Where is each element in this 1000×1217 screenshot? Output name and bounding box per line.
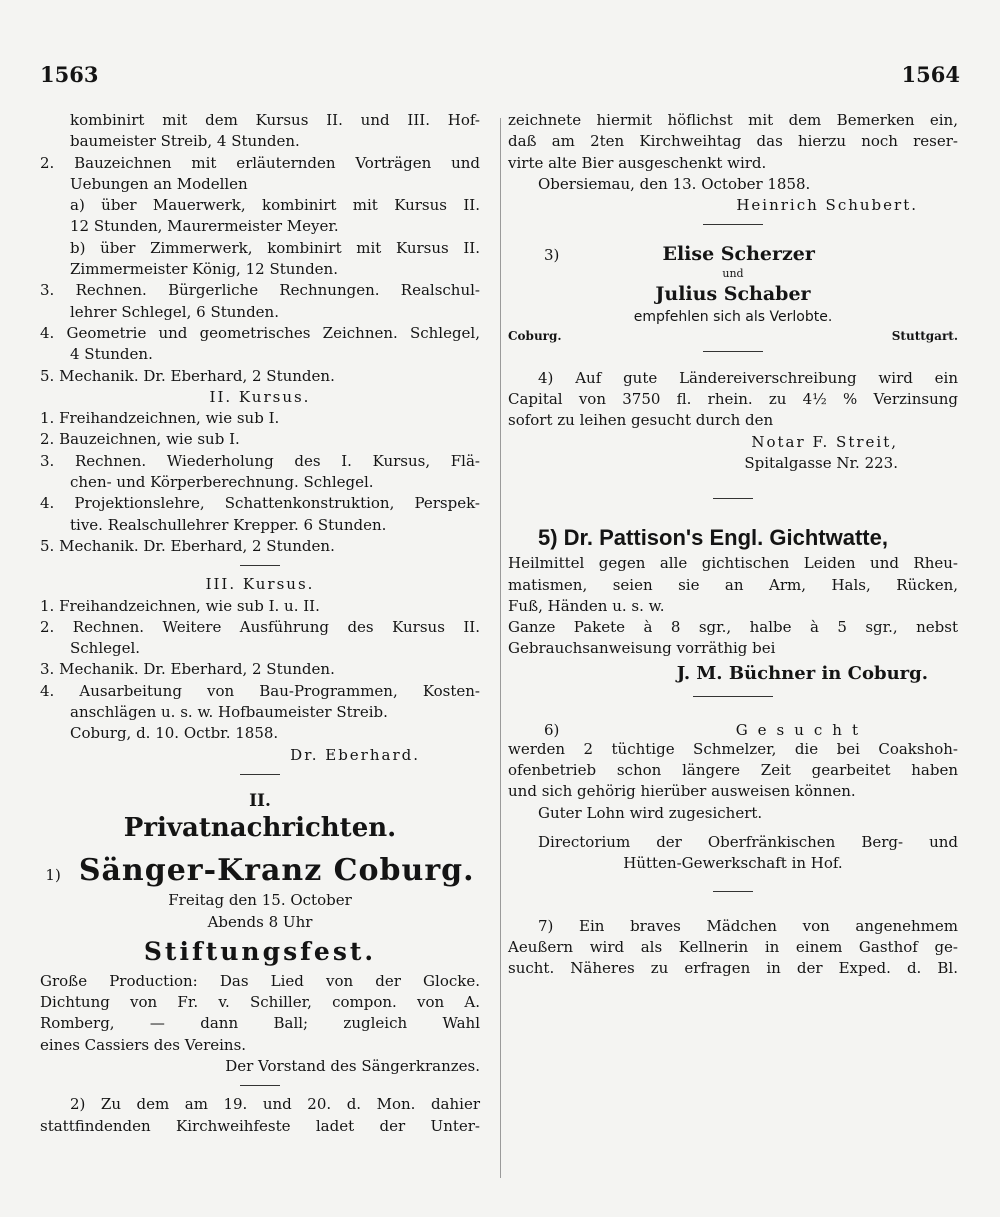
separator-rule: [693, 696, 773, 697]
page-number-right: 1564: [901, 62, 960, 87]
ad6-header: [508, 721, 958, 739]
right-column: [508, 110, 958, 979]
ad6-heading: Gesucht: [735, 720, 868, 739]
ad-number: 1): [45, 866, 61, 885]
ad4-line: 4) Auf gute Ländereiverschreibung wird ein: [538, 368, 958, 387]
ad3-name: Elise Scherzer: [662, 243, 815, 266]
course-line: Zimmermeister König, 12 Stunden.: [70, 260, 338, 279]
section-title: Privatnachrichten.: [123, 813, 397, 844]
course-line: 4 Stunden.: [70, 345, 153, 364]
ad3-place: Stuttgart.: [891, 328, 958, 343]
course-line: 3. Mechanik. Dr. Eberhard, 2 Stunden.: [40, 660, 335, 679]
ad5-line: Fuß, Händen u. s. w.: [508, 596, 665, 615]
course-line: 4. Geometrie und geometrisches Zeichnen. Schlegel,: [40, 323, 480, 342]
course-line: 2. Rechnen. Weitere Ausführung des Kursus II.: [40, 617, 480, 636]
ad3-name: Julius Schaber: [655, 283, 811, 306]
course-heading: II. Kursus.: [209, 387, 311, 406]
ad1-signature: Der Vorstand des Sängerkranzes.: [225, 1056, 480, 1075]
section-number: II.: [249, 790, 271, 811]
separator-rule: [240, 1085, 280, 1086]
separator-rule: [703, 224, 763, 225]
course-line: 5. Mechanik. Dr. Eberhard, 2 Stunden.: [40, 536, 335, 555]
course-line: b) über Zimmerwerk, kombinirt mit Kursus II.: [70, 238, 480, 257]
course-line: anschlägen u. s. w. Hofbaumeister Streib.: [70, 703, 388, 722]
ad5-line: Gebrauchsanweisung vorräthig bei: [508, 639, 776, 658]
course-line: 3. Rechnen. Bürgerliche Rechnungen. Realschul-: [40, 281, 480, 300]
ad5-dealer: J. M. Büchner in Coburg.: [676, 662, 928, 684]
course-line: Schlegel.: [70, 639, 141, 658]
ad5-line: Heilmittel gegen alle gichtischen Leiden und Rheu-: [508, 554, 958, 573]
separator-rule: [240, 565, 280, 566]
ad2-date: Obersiemau, den 13. October 1858.: [538, 174, 811, 193]
ad7-line: sucht. Näheres zu erfragen in der Exped. d. Bl.: [508, 959, 958, 978]
ad6-signature: Hütten-Gewerkschaft in Hof.: [623, 854, 843, 873]
ad-number: 3): [544, 246, 560, 265]
ad5-line: matismen, seien sie an Arm, Hals, Rücken,: [508, 575, 958, 594]
ad3-text: empfehlen sich als Verlobte.: [633, 309, 833, 326]
ad2-line: 2) Zu dem am 19. und 20. d. Mon. dahier: [70, 1095, 480, 1114]
course-line: 12 Stunden, Maurermeister Meyer.: [70, 217, 339, 236]
course-line: 1. Freihandzeichnen, wie sub I. u. II.: [40, 596, 320, 615]
course-line: 1. Freihandzeichnen, wie sub I.: [40, 409, 280, 428]
separator-rule: [713, 891, 753, 892]
ad1-line: Dichtung von Fr. v. Schiller, compon. von A.: [40, 993, 480, 1012]
course-line: a) über Mauerwerk, kombinirt mit Kursus II.: [70, 196, 480, 215]
ad2-line: zeichnete hiermit höflichst mit dem Bemerken ein,: [508, 111, 958, 129]
ad1-line: eines Cassiers des Vereins.: [40, 1035, 247, 1054]
ad4-address: Spitalgasse Nr. 223.: [744, 453, 898, 472]
ad1-title: Sänger-Kranz Coburg.: [78, 853, 475, 889]
ad1-line: Romberg, — dann Ball; zugleich Wahl: [40, 1014, 480, 1033]
ad4-line: Capital von 3750 fl. rhein. zu 4½ % Verzinsung: [508, 390, 958, 409]
separator-rule: [240, 774, 280, 775]
ad2-line: daß am 2ten Kirchweihtag das hierzu noch reser-: [508, 132, 958, 151]
ad6-line: ofenbetrieb schon längere Zeit gearbeitet haben: [508, 761, 958, 780]
separator-rule: [713, 498, 753, 499]
ad1-time: Abends 8 Uhr: [207, 912, 313, 931]
ad7-line: Aeußern wird als Kellnerin in einem Gasthof ge-: [508, 937, 958, 956]
course-line: 5. Mechanik. Dr. Eberhard, 2 Stunden.: [40, 366, 335, 385]
ad2-line: stattfindenden Kirchweihfeste ladet der Unter-: [40, 1116, 480, 1135]
ad3-place: Coburg.: [508, 328, 562, 343]
ad2-signature: Heinrich Schubert.: [736, 196, 918, 215]
column-divider: [500, 118, 501, 1178]
course-line: baumeister Streib, 4 Stunden.: [70, 132, 300, 151]
ad6-signature: Directorium der Oberfränkischen Berg- und: [538, 832, 958, 851]
ad-number: 6): [544, 720, 560, 739]
course-line: tive. Realschullehrer Krepper. 6 Stunden.: [70, 515, 387, 534]
ad5-line: Ganze Pakete à 8 sgr., halbe à 5 sgr., nebst: [508, 618, 958, 637]
course-heading: III. Kursus.: [205, 575, 315, 594]
course-line: kombinirt mit dem Kursus II. und III. Hof-: [70, 111, 480, 129]
ad4-line: sofort zu leihen gesucht durch den: [508, 411, 774, 430]
ad1-date: Freitag den 15. October: [168, 891, 352, 910]
ad6-pay: Guter Lohn wird zugesichert.: [538, 803, 763, 822]
course-line: 4. Projektionslehre, Schattenkonstruktion, Perspek-: [40, 494, 480, 513]
course-line: 4. Ausarbeitung von Bau-Programmen, Kosten-: [40, 681, 480, 700]
course-line: Uebungen an Modellen: [70, 174, 248, 193]
ad1-header: [40, 852, 480, 890]
separator-rule: [703, 351, 763, 352]
course-line: 2. Bauzeichnen mit erläuternden Vorträgen und: [40, 153, 480, 172]
ad7-line: 7) Ein braves Mädchen von angenehmem: [538, 916, 958, 935]
course-line: lehrer Schlegel, 6 Stunden.: [70, 302, 279, 321]
ad3-places: [508, 329, 958, 343]
ad1-line: Große Production: Das Lied von der Glocke.: [40, 971, 480, 990]
ad1-event: Stiftungsfest.: [143, 936, 377, 966]
ad4-signature: Notar F. Streit,: [751, 432, 898, 451]
ad6-line: und sich gehörig hierüber ausweisen können.: [508, 782, 856, 801]
ad2-line: virte alte Bier ausgeschenkt wird.: [508, 153, 767, 172]
left-column: [40, 110, 480, 1137]
course-line: 3. Rechnen. Wiederholung des I. Kursus, Flä-: [40, 451, 480, 470]
ad6-line: werden 2 tüchtige Schmelzer, die bei Coakshoh-: [508, 739, 958, 758]
course-line: chen- und Körperberechnung. Schlegel.: [70, 473, 374, 492]
notice-date: Coburg, d. 10. Octbr. 1858.: [70, 724, 279, 743]
ad3-header: [508, 241, 958, 267]
ad5-title: 5) Dr. Pattison's Engl. Gichtwatte,: [538, 525, 888, 551]
ad3-und: und: [722, 267, 744, 281]
course-line: 2. Bauzeichnen, wie sub I.: [40, 430, 240, 449]
notice-signature: Dr. Eberhard.: [290, 745, 420, 764]
page-number-left: 1563: [40, 62, 99, 87]
